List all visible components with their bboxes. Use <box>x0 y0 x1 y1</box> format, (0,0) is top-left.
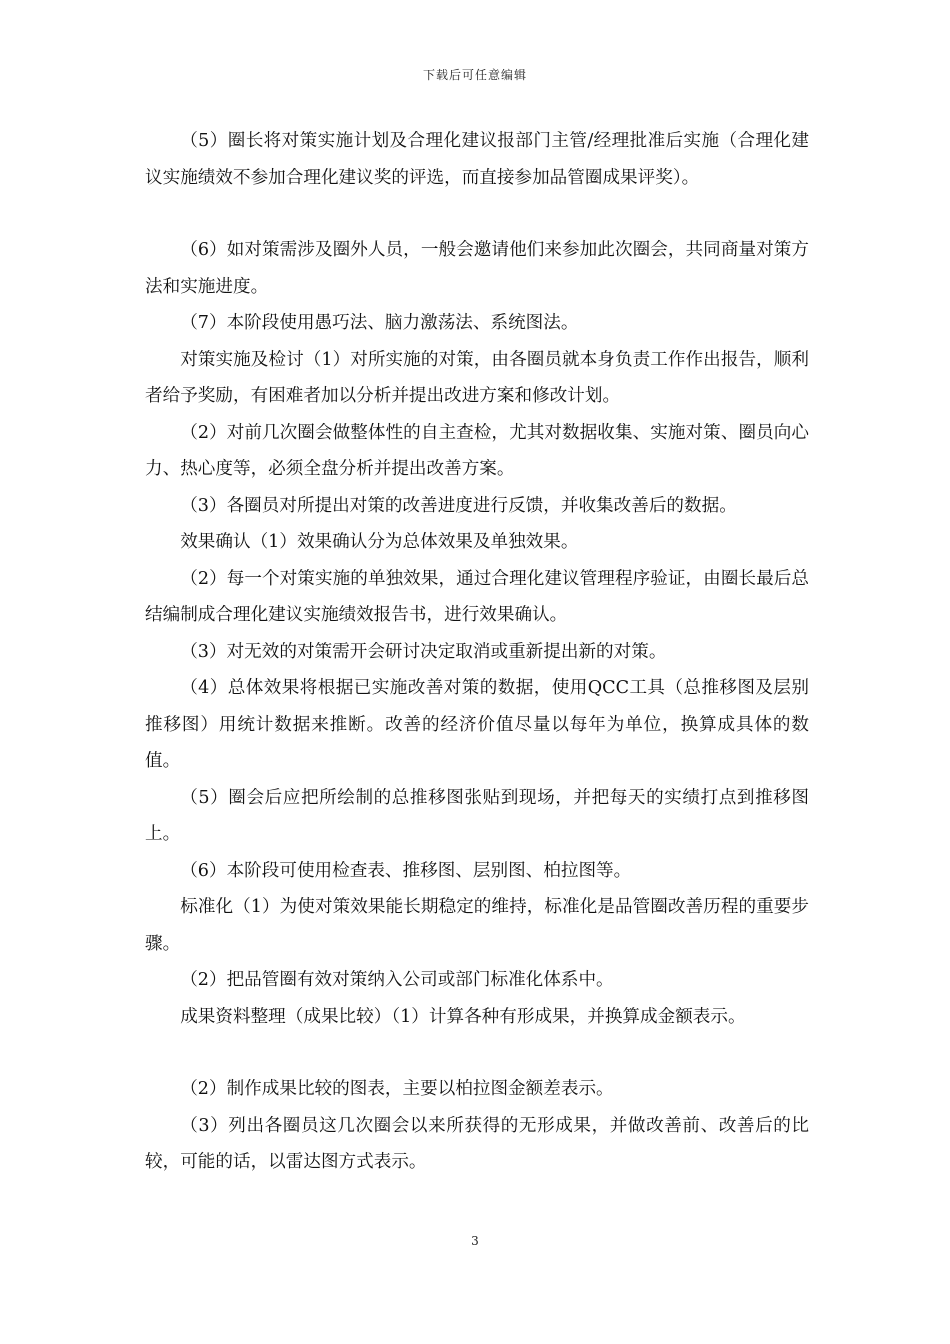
paragraph: 对策实施及检讨（1）对所实施的对策，由各圈员就本身负责工作作出报告，顺利者给予奖励，有困难者加以分析并提出改进方案和修改计划。 <box>145 349 809 406</box>
paragraph: 效果确认（1）效果确认分为总体效果及单独效果。 <box>180 532 579 552</box>
paragraph: （6）本阶段可使用检查表、推移图、层别图、柏拉图等。 <box>180 860 632 881</box>
paragraph: （2）对前几次圈会做整体性的自主查检，尤其对数据收集、实施对策、圈员向心力、热心度等，必须全盘分析并提出改善方案。 <box>145 422 809 479</box>
page-header: 下载后可任意编辑 <box>422 68 527 82</box>
paragraph: 标准化（1）为使对策效果能长期稳定的维持，标准化是品管圈改善历程的重要步骤。 <box>145 897 809 954</box>
paragraph: （5）圈会后应把所绘制的总推移图张贴到现场，并把每天的实绩打点到推移图上。 <box>145 787 809 844</box>
paragraph: （5）圈长将对策实施计划及合理化建议报部门主管/经理批准后实施（合理化建议实施绩效不参加合理化建议奖的评选，而直接参加品管圈成果评奖）。 <box>145 131 809 188</box>
paragraph: （2）制作成果比较的图表，主要以柏拉图金额差表示。 <box>180 1079 614 1099</box>
paragraph: （3）各圈员对所提出对策的改善进度进行反馈，并收集改善后的数据。 <box>180 495 737 516</box>
paragraph: （2）每一个对策实施的单独效果，通过合理化建议管理程序验证，由圈长最后总结编制成合理化建议实施绩效报告书，进行效果确认。 <box>145 568 809 625</box>
paragraph: 成果资料整理（成果比较）（1）计算各种有形成果，并换算成金额表示。 <box>180 1006 746 1027</box>
page-number: 3 <box>471 1234 479 1248</box>
paragraph: （6）如对策需涉及圈外人员，一般会邀请他们来参加此次圈会，共同商量对策方法和实施进度。 <box>145 240 809 297</box>
paragraph: （2）把品管圈有效对策纳入公司或部门标准化体系中。 <box>180 970 614 990</box>
paragraph: （3）对无效的对策需开会研讨决定取消或重新提出新的对策。 <box>180 641 667 662</box>
paragraph: （3）列出各圈员这几次圈会以来所获得的无形成果，并做改善前、改善后的比较，可能的话，以雷达图方式表示。 <box>145 1115 809 1172</box>
paragraph: （4）总体效果将根据已实施改善对策的数据，使用QCC工具（总推移图及层别推移图）用统计数据来推断。改善的经济价值尽量以每年为单位，换算成具体的数值。 <box>145 678 809 771</box>
paragraph: （7）本阶段使用愚巧法、脑力激荡法、系统图法。 <box>180 313 579 333</box>
document-body <box>145 123 809 1181</box>
